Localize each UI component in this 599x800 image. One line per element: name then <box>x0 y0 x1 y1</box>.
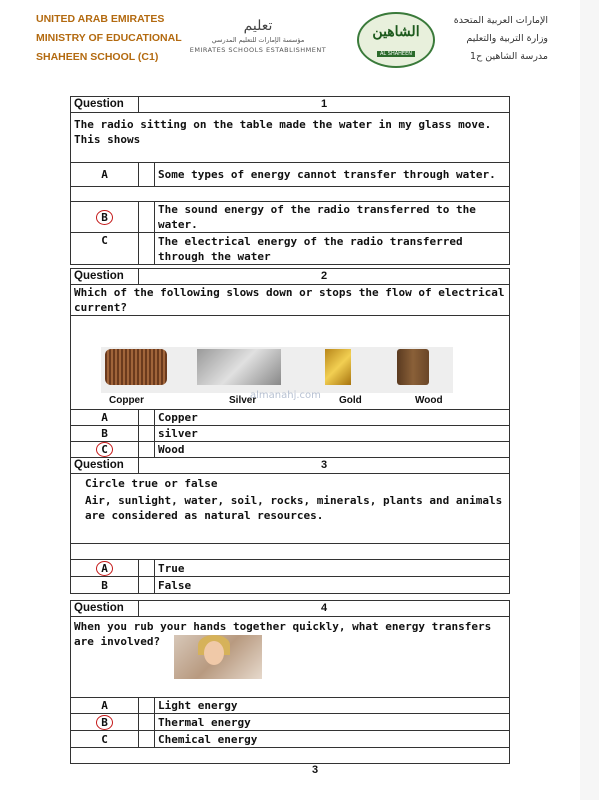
option-spacer <box>139 202 155 233</box>
spacer-row <box>71 748 510 764</box>
question-text: The radio sitting on the table made the water in my glass move. This shows <box>71 113 510 163</box>
option-text: Copper <box>155 410 510 426</box>
school-logo <box>357 12 435 68</box>
answer-circle: C <box>96 442 113 457</box>
rubbing-hands-image <box>174 635 599 683</box>
option-text: Chemical energy <box>155 731 510 748</box>
copper-coil-image <box>105 349 167 385</box>
option-spacer <box>139 560 155 577</box>
option-text: silver <box>155 426 510 442</box>
option-letter: B <box>71 426 139 442</box>
question-text <box>71 474 510 544</box>
question-2-3-table <box>70 268 510 594</box>
option-spacer <box>139 714 155 731</box>
question-label: Question <box>71 97 139 113</box>
option-text: False <box>155 577 510 594</box>
option-letter: A <box>71 698 139 714</box>
option-text: The sound energy of the radio transferred to the water. <box>155 202 510 233</box>
school-logo-sub: AL SHAHEEN <box>377 51 415 57</box>
option-letter <box>71 202 139 233</box>
watermark: almanahj.com <box>250 390 321 401</box>
answer-circle: B <box>96 210 113 225</box>
header-school: SHAHEEN SCHOOL (C1) <box>36 51 159 63</box>
option-letter: C <box>71 731 139 748</box>
question-number: 3 <box>139 458 510 474</box>
option-letter: A <box>71 410 139 426</box>
photo-face <box>204 641 224 665</box>
spacer-row <box>71 544 510 560</box>
question-label: Question <box>71 601 139 617</box>
option-text: The electrical energy of the radio transferred through the water <box>155 233 510 265</box>
copper-label: Copper <box>109 394 144 406</box>
option-spacer <box>139 163 155 187</box>
answer-circle: B <box>96 715 113 730</box>
page-number: 3 <box>312 764 319 776</box>
answer-circle: A <box>96 561 113 576</box>
school-logo-text: الشاهين <box>372 24 420 40</box>
header-country: UNITED ARAB EMIRATES <box>36 13 165 25</box>
option-spacer <box>139 698 155 714</box>
spacer-row <box>71 187 510 202</box>
question-label: Question <box>71 269 139 285</box>
wood-label: Wood <box>415 394 443 406</box>
gold-bar-image <box>325 349 351 385</box>
option-spacer <box>139 233 155 265</box>
question-text: Which of the following slows down or stops the flow of electrical current? <box>71 285 510 316</box>
option-text: Wood <box>155 442 510 458</box>
gold-label: Gold <box>339 394 362 406</box>
option-text: Thermal energy <box>155 714 510 731</box>
option-spacer <box>139 426 155 442</box>
option-spacer <box>139 731 155 748</box>
option-letter <box>71 714 139 731</box>
header-school-arabic: مدرسة الشاهين ح1 <box>470 51 548 62</box>
option-spacer <box>139 577 155 594</box>
ese-logo-arabic: تعليم <box>243 18 273 34</box>
question-number: 4 <box>139 601 510 617</box>
question-number: 2 <box>139 269 510 285</box>
header-ministry: MINISTRY OF EDUCATIONAL <box>36 32 182 44</box>
question-4-table <box>70 600 510 764</box>
silver-image <box>197 349 281 385</box>
option-letter: A <box>71 163 139 187</box>
question-number: 1 <box>139 97 510 113</box>
option-spacer <box>139 442 155 458</box>
header-left <box>36 10 182 67</box>
header-country-arabic: الإمارات العربية المتحدة <box>453 15 548 26</box>
option-letter: B <box>71 577 139 594</box>
option-text: True <box>155 560 510 577</box>
wood-image <box>397 349 429 385</box>
option-letter <box>71 442 139 458</box>
silver-label: Silver <box>229 394 257 406</box>
option-letter <box>71 560 139 577</box>
question-instruction: Circle true or false <box>85 477 218 490</box>
header-ministry-arabic: وزارة التربية والتعليم <box>466 33 548 44</box>
question-1-table <box>70 96 510 265</box>
question-label: Question <box>71 458 139 474</box>
header-right <box>454 12 548 66</box>
ese-logo <box>188 18 328 54</box>
question-body <box>71 617 510 698</box>
option-text: Light energy <box>155 698 510 714</box>
option-text: Some types of energy cannot transfer through water. <box>155 163 510 187</box>
question-text: When you rub your hands together quickly, what energy transfers are involved? <box>74 620 492 648</box>
rubbing-hands-photo <box>174 635 262 679</box>
question-statement: Air, sunlight, water, soil, rocks, minerals, plants and animals are considered as natural resources. <box>85 494 503 522</box>
option-spacer <box>139 410 155 426</box>
ese-logo-org-english: EMIRATES SCHOOLS ESTABLISHMENT <box>189 46 327 54</box>
ese-logo-org-arabic: مؤسسة الإمارات للتعليم المدرسي <box>211 36 305 44</box>
option-letter: C <box>71 233 139 265</box>
